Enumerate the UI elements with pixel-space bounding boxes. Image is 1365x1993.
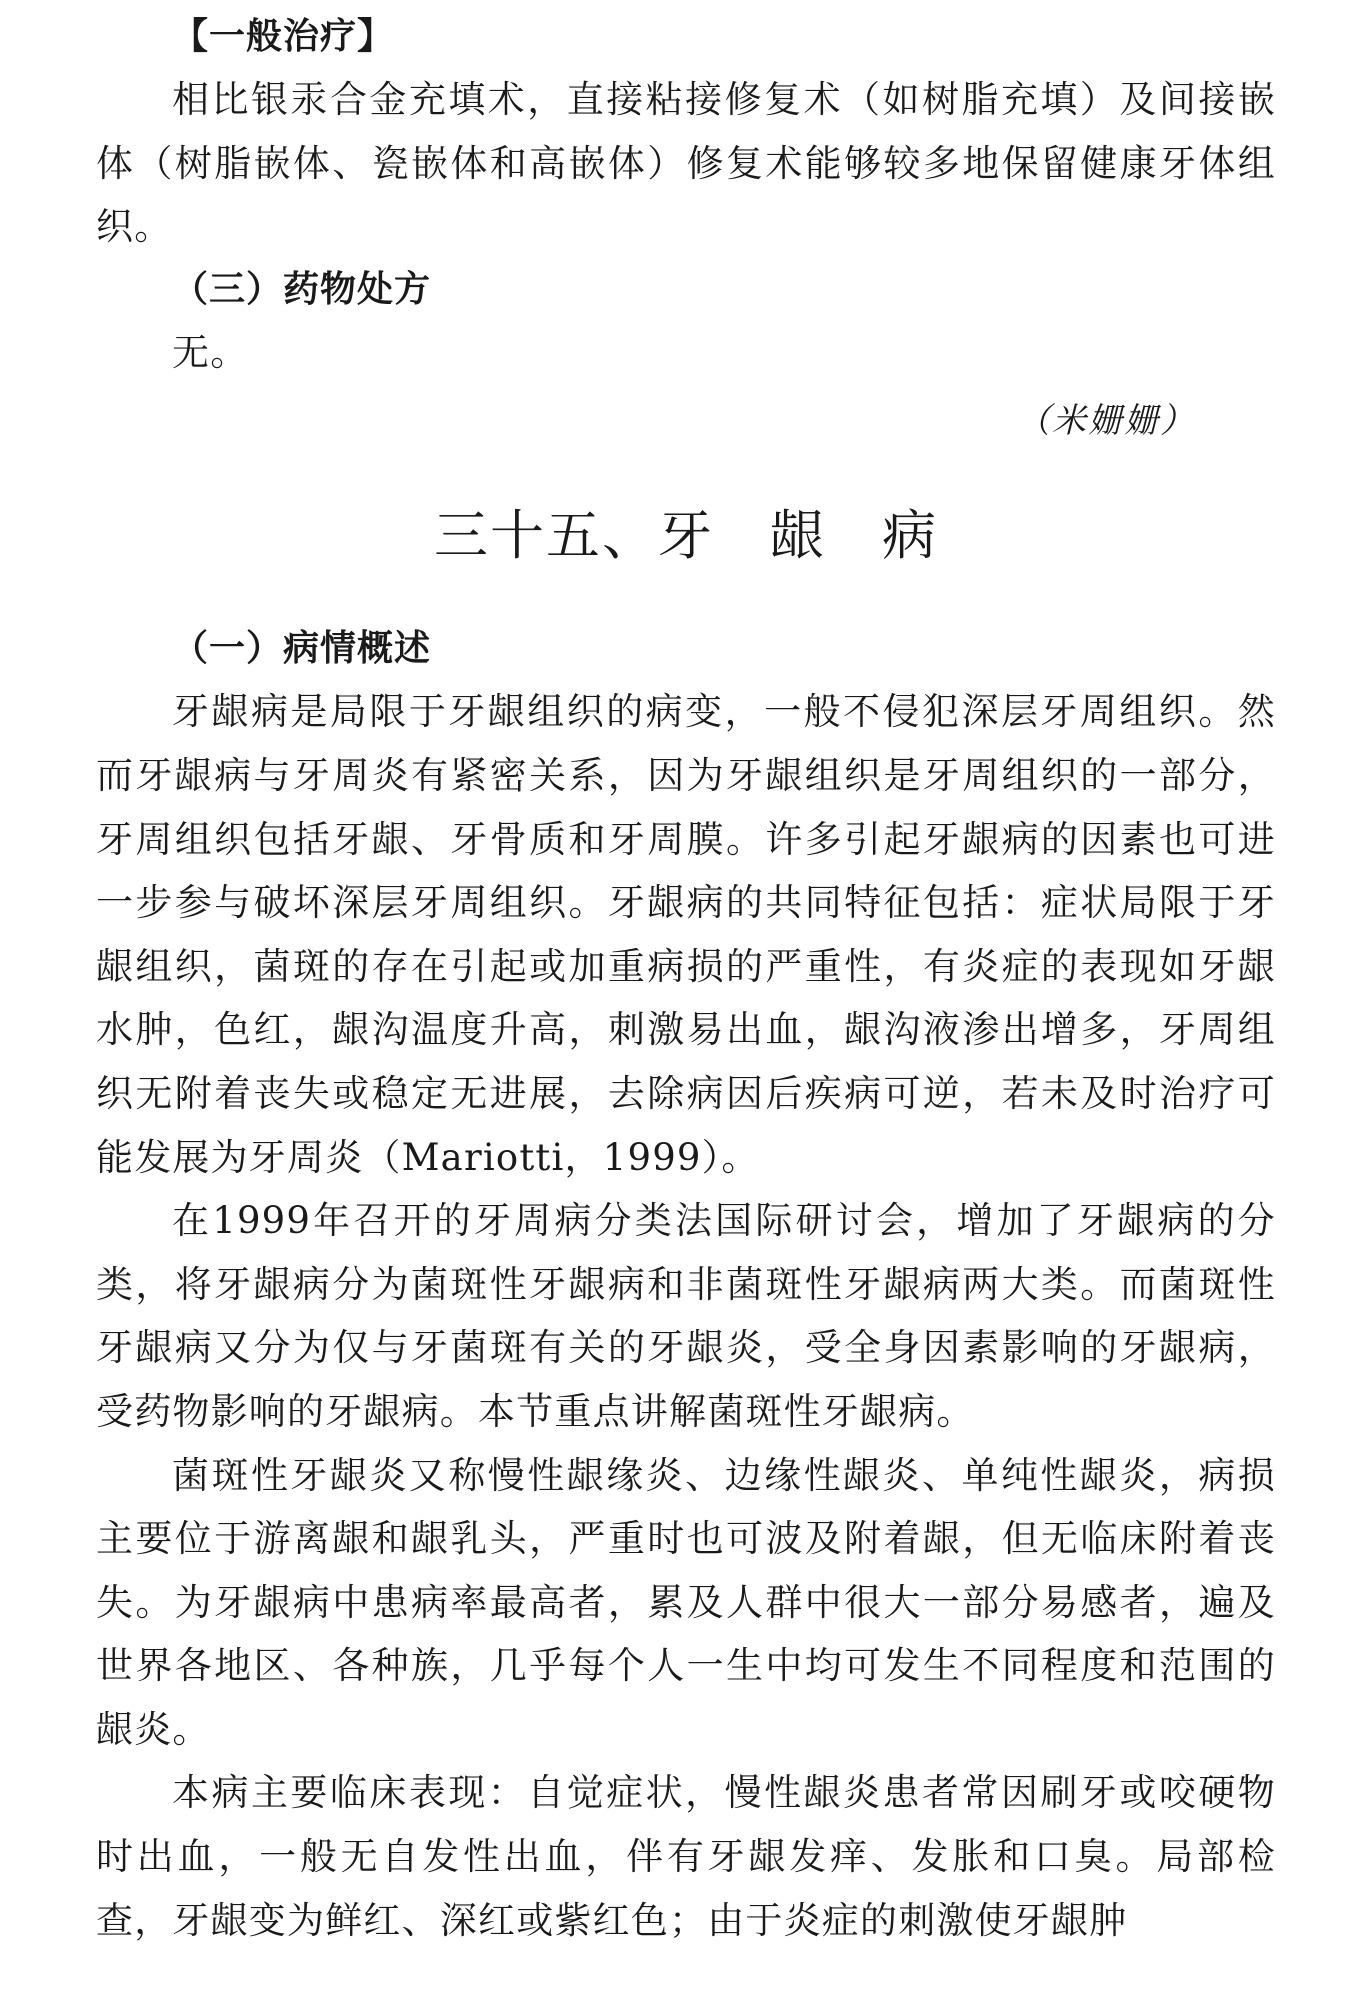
paragraph: 在1999年召开的牙周病分类法国际研讨会，增加了牙龈病的分类，将牙龈病分为菌斑性牙龈病和非菌斑性牙龈病两大类。而菌斑性牙龈病又分为仅与牙菌斑有关的牙龈炎，受全身因素影响的牙龈病，受药物影响的牙龈病。本节重点讲解菌斑性牙龈病。 xyxy=(96,1199,1276,1433)
author-credit: （米姗姗） xyxy=(1016,401,1196,442)
paragraph: 菌斑性牙龈炎又称慢性龈缘炎、边缘性龈炎、单纯性龈炎，病损主要位于游离龈和龈乳头，严重时也可波及附着龈，但无临床附着丧失。为牙龈病中患病率最高者，累及人群中很大一部分易感者，遍及世界各地区、各种族，几乎每个人一生中均可发生不同程度和范围的龈炎。 xyxy=(96,1453,1276,1751)
chapter-title: 三十五、牙 龈 病 xyxy=(434,504,938,568)
paragraph: 本病主要临床表现：自觉症状，慢性龈炎患者常因刷牙或咬硬物时出血，一般无自发性出血，伴有牙龈发痒、发胀和口臭。局部检查，牙龈变为鲜红、深红或紫红色；由于炎症的刺激使牙龈肿 xyxy=(96,1771,1276,1942)
paragraph-general-treatment: 相比银汞合金充填术，直接粘接修复术（如树脂充填）及间接嵌体（树脂嵌体、瓷嵌体和高嵌体）修复术能够较多地保留健康牙体组织。 xyxy=(96,78,1276,249)
document-page xyxy=(96,0,1276,1952)
heading-general-treatment: 【一般治疗】 xyxy=(172,16,395,57)
paragraph: 牙龈病是局限于牙龈组织的病变，一般不侵犯深层牙周组织。然而牙龈病与牙周炎有紧密关系，因为牙龈组织是牙周组织的一部分，牙周组织包括牙龈、牙骨质和牙周膜。许多引起牙龈病的因素也可进一步参与破坏深层牙周组织。牙龈病的共同特征包括：症状局限于牙龈组织，菌斑的存在引起或加重病损的严重性，有炎症的表现如牙龈水肿，色红，龈沟温度升高，刺激易出血，龈沟液渗出增多，牙周组织无附着丧失或稳定无进展，去除病因后疾病可逆，若未及时治疗可能发展为牙周炎（Mariotti，1999）。 xyxy=(96,690,1276,1179)
heading-prescription: （三）药物处方 xyxy=(172,268,432,310)
heading-overview: （一）病情概述 xyxy=(172,628,432,670)
paragraph-prescription: 无。 xyxy=(172,330,249,374)
